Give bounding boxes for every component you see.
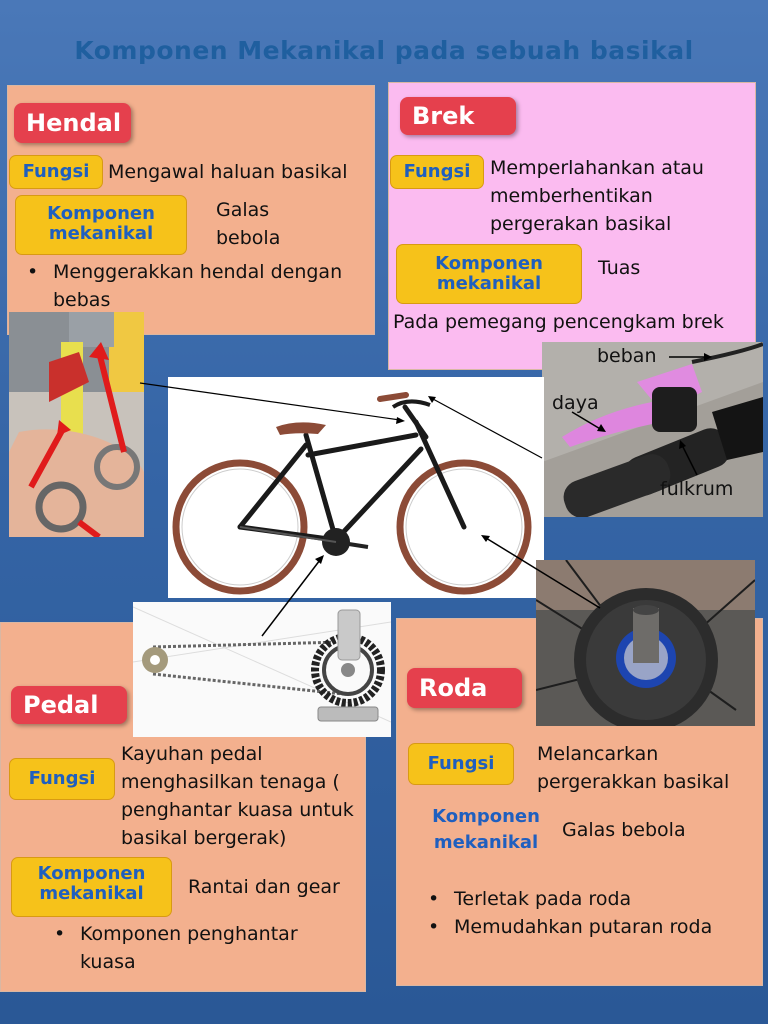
wheel-hub-photo <box>536 560 755 726</box>
roda-fungsi-tag: Fungsi <box>408 743 514 785</box>
pedal-bullets <box>52 920 340 976</box>
hendal-fungsi-text: Mengawal haluan basikal <box>108 161 348 183</box>
list-item: • Terletak pada roda <box>454 885 754 913</box>
pedal-tag: Pedal <box>11 686 127 724</box>
brek-komponen-text: Tuas <box>598 257 641 279</box>
pedal-fungsi-tag: Fungsi <box>9 758 115 800</box>
pedal-komponen-text: Rantai dan gear <box>188 876 340 898</box>
brek-fungsi-text: Memperlahankan atau memberhentikan pergerakan basikal <box>490 157 704 235</box>
roda-fungsi-text: Melancarkan pergerakkan basikal <box>537 743 730 793</box>
brek-komponen-tag: Komponen mekanikal <box>396 244 582 304</box>
beban-label: beban <box>597 345 657 367</box>
daya-label: daya <box>552 392 599 414</box>
hendal-tag: Hendal <box>14 103 131 143</box>
roda-bullets <box>426 885 754 941</box>
fulkrum-label: fulkrum <box>660 478 734 500</box>
brek-fungsi-tag: Fungsi <box>390 155 484 189</box>
pedal-fungsi-text: Kayuhan pedal menghasilkan tenaga ( penghantar kuasa untuk basikal bergerak) <box>121 743 354 849</box>
lever-arrows <box>542 342 763 517</box>
pedal-komponen-tag: Komponen mekanikal <box>11 857 172 917</box>
brek-note: Pada pemegang pencengkam brek <box>393 311 724 333</box>
hendal-komponen-tag: Komponen mekanikal <box>15 195 187 255</box>
roda-komponen-label: Komponen mekanikal <box>432 806 540 853</box>
brake-lever-photo <box>542 342 763 517</box>
list-item: • Komponen penghantar kuasa <box>80 920 340 976</box>
bicycle-photo <box>168 377 544 598</box>
brek-tag: Brek <box>400 97 516 135</box>
hendal-bullets <box>25 258 353 314</box>
chain-gear-photo <box>133 602 391 737</box>
roda-komponen-text: Galas bebola <box>562 819 686 841</box>
headset-bearing-photo <box>9 312 144 537</box>
hendal-fungsi-tag: Fungsi <box>9 155 103 189</box>
roda-tag: Roda <box>407 668 522 708</box>
list-item: • Memudahkan putaran roda <box>454 913 754 941</box>
page-title: Komponen Mekanikal pada sebuah basikal <box>74 36 694 65</box>
list-item: • Menggerakkan hendal dengan bebas <box>53 258 353 314</box>
hendal-komponen-text: Galas bebola <box>216 199 281 249</box>
